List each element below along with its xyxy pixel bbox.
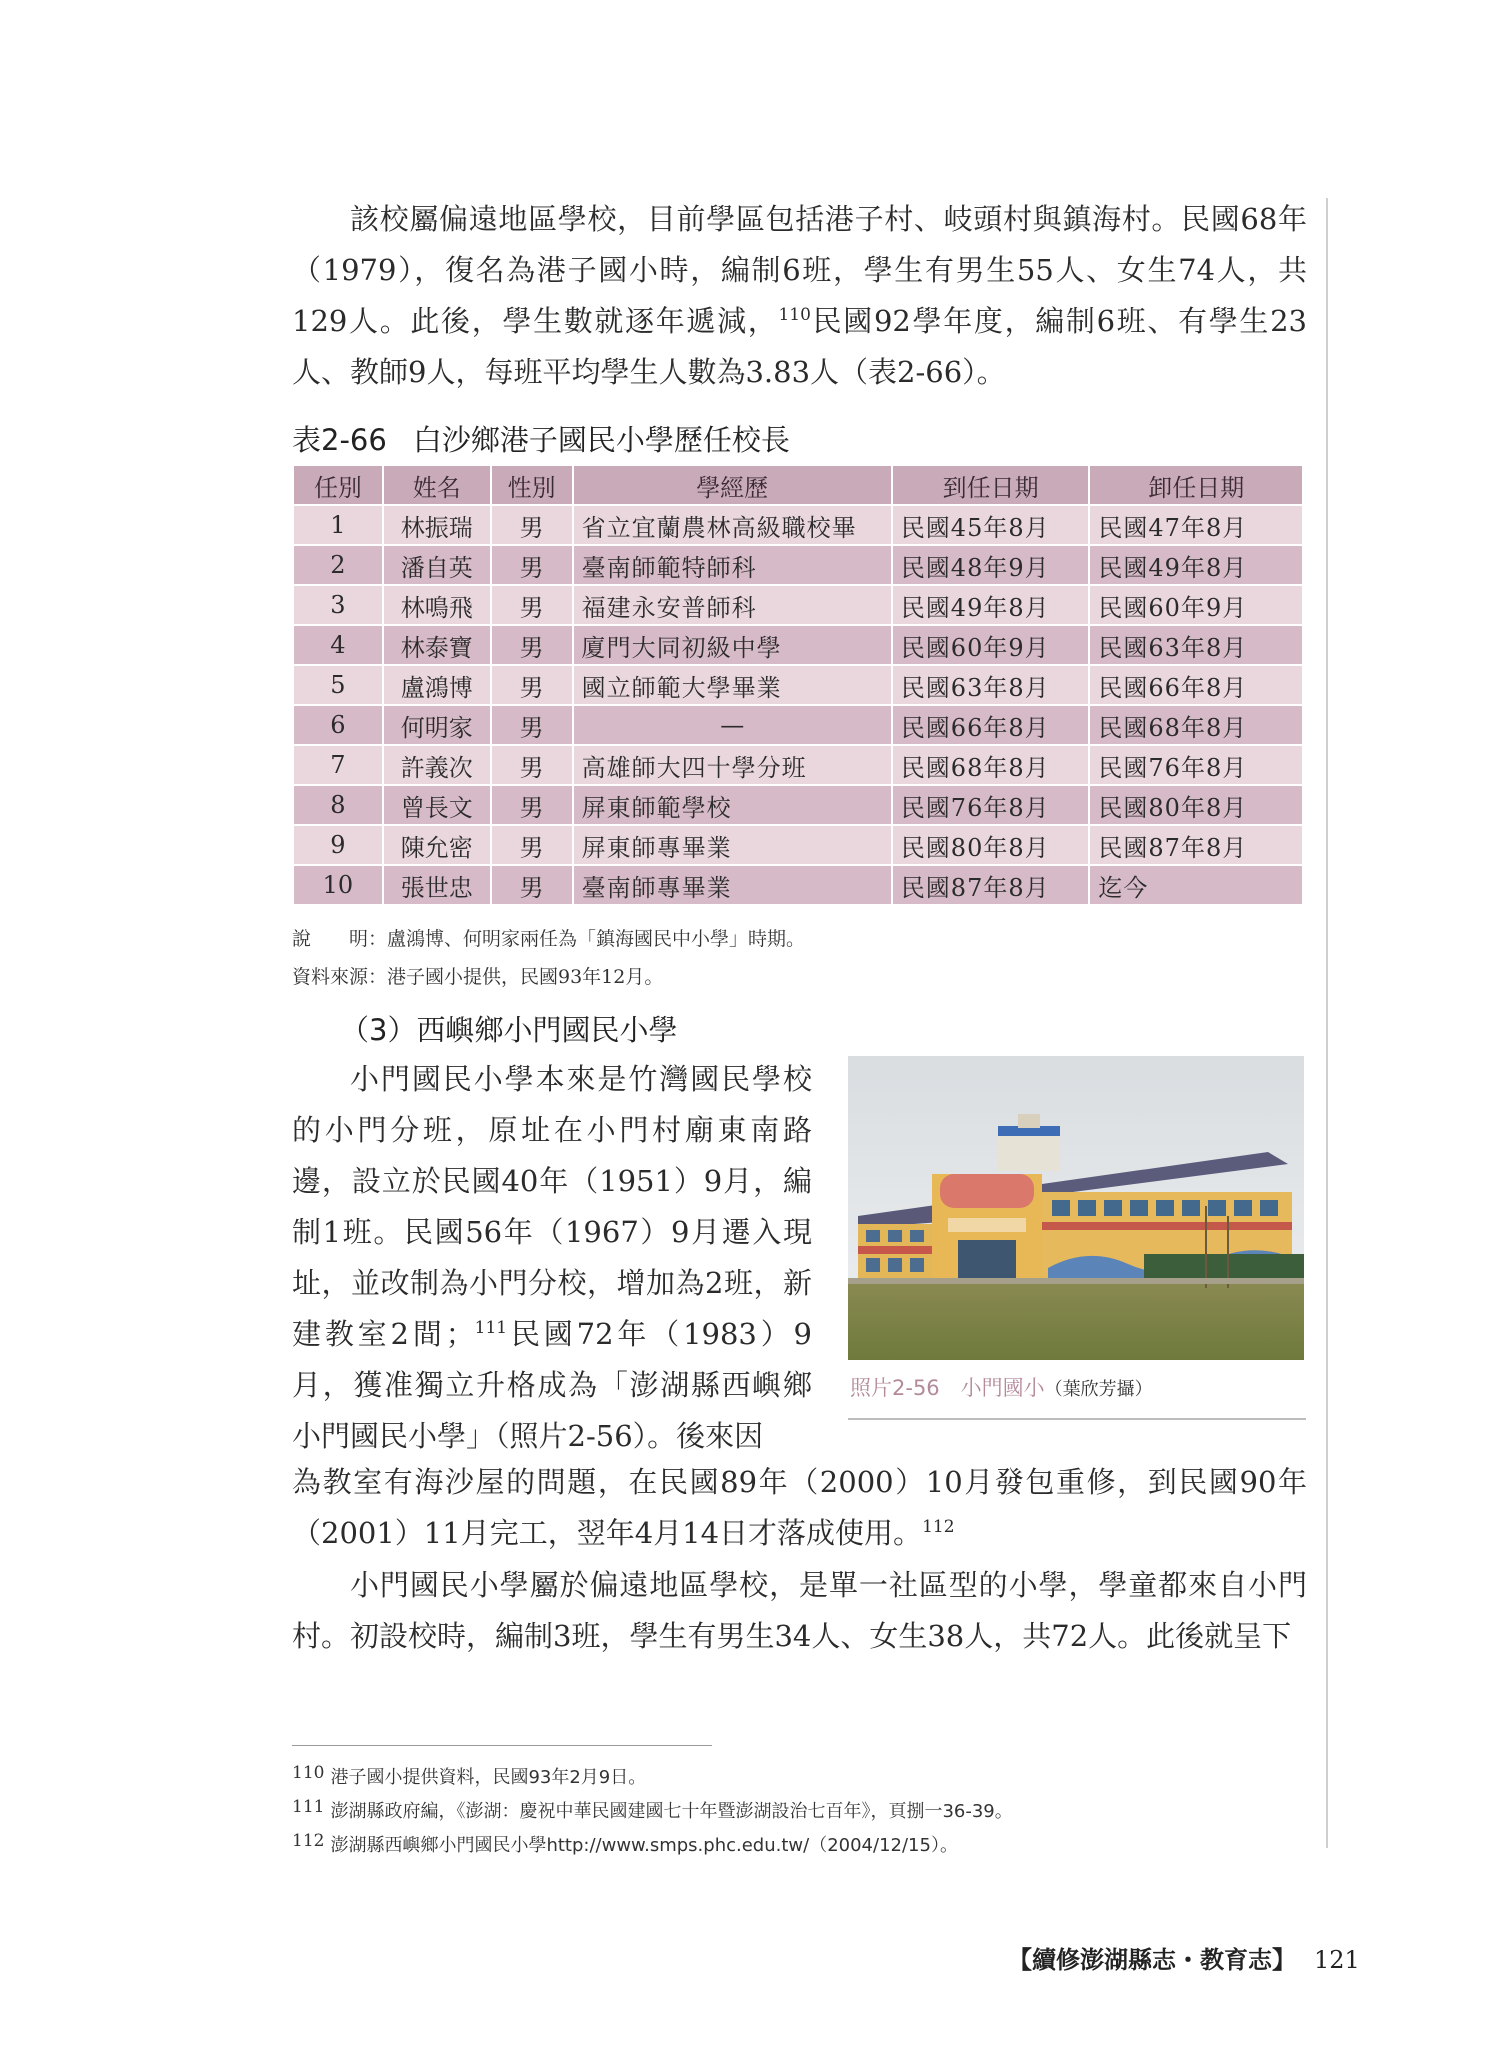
footnote-number: 112 [292,1831,325,1851]
cell-term: 4 [293,625,383,665]
photo-credit: （葉欣芳攝） [1044,1379,1153,1400]
section-heading: （3）西嶼鄉小門國民小學 [340,1013,678,1047]
cell-background: 高雄師大四十學分班 [573,745,892,785]
cell-start: 民國49年8月 [892,585,1090,625]
cell-name: 陳允密 [383,825,491,865]
cell-gender: 男 [491,785,573,825]
cell-end: 民國68年8月 [1089,705,1303,745]
page-footer [1008,1940,1360,1975]
cell-end: 民國47年8月 [1089,505,1303,545]
cell-end: 迄今 [1089,865,1303,905]
cell-start: 民國45年8月 [892,505,1090,545]
table-row [293,625,1303,665]
table-row [293,785,1303,825]
principals-table [292,464,1304,906]
cell-term: 3 [293,585,383,625]
cell-end: 民國60年9月 [1089,585,1303,625]
cell-end: 民國63年8月 [1089,625,1303,665]
cell-gender: 男 [491,545,573,585]
table-header-row [293,465,1303,505]
cell-gender: 男 [491,505,573,545]
table-title [292,418,790,459]
cell-name: 張世忠 [383,865,491,905]
cell-start: 民國48年9月 [892,545,1090,585]
cell-end: 民國80年8月 [1089,785,1303,825]
cell-gender: 男 [491,585,573,625]
footnote-text: 澎湖縣政府編，《澎湖：慶祝中華民國建國七十年暨澎湖設治七百年》，頁捌一36-39。 [330,1801,1013,1822]
footnote-number: 110 [292,1763,325,1783]
cell-gender: 男 [491,745,573,785]
cell-start: 民國63年8月 [892,665,1090,705]
cell-background: 廈門大同初級中學 [573,625,892,665]
cell-background: 國立師範大學畢業 [573,665,892,705]
header-name: 姓名 [383,465,491,505]
cell-end: 民國76年8月 [1089,745,1303,785]
cell-start: 民國68年8月 [892,745,1090,785]
cell-gender: 男 [491,705,573,745]
cell-background: 臺南師範特師科 [573,545,892,585]
school-photo [848,1056,1304,1360]
cell-name: 林振瑞 [383,505,491,545]
header-term: 任別 [293,465,383,505]
cell-name: 許義次 [383,745,491,785]
cell-background: 屏東師專畢業 [573,825,892,865]
running-title: 【續修澎湖縣志・教育志】 [1008,1945,1296,1974]
table-row [293,745,1303,785]
footnote-ref-111: 111 [474,1318,508,1338]
cell-start: 民國60年9月 [892,625,1090,665]
table-row [293,505,1303,545]
cell-background: 屏東師範學校 [573,785,892,825]
footnote-110 [292,1763,646,1789]
footnote-ref-110: 110 [778,305,811,325]
table-row [293,825,1303,865]
table-row [293,545,1303,585]
cell-term: 10 [293,865,383,905]
cell-background: — [573,705,892,745]
page-number: 121 [1314,1946,1360,1974]
paragraph-renovation: 為教室有海沙屋的問題，在民國89年（2000）10月發包重修，到民國90年（2001）11月完工，翌年4月14日才落成使用。$^{112}$ [292,1465,1307,1550]
cell-name: 曾長文 [383,785,491,825]
cell-end: 民國87年8月 [1089,825,1303,865]
header-gender: 性別 [491,465,573,505]
footnote-text: 澎湖縣西嶼鄉小門國民小學http://www.smps.phc.edu.tw/（2004/12/15）。 [330,1835,958,1856]
cell-start: 民國80年8月 [892,825,1090,865]
cell-gender: 男 [491,865,573,905]
cell-gender: 男 [491,625,573,665]
table-note: 說 明：盧鴻博、何明家兩任為「鎮海國民中小學」時期。 [292,928,806,950]
cell-name: 林鳴飛 [383,585,491,625]
caption-divider [848,1418,1306,1420]
school-building-illustration [848,1056,1304,1360]
cell-term: 1 [293,505,383,545]
cell-background: 福建永安普師科 [573,585,892,625]
table-source: 資料來源：港子國小提供，民國93年12月。 [292,966,664,988]
margin-rule [1326,198,1328,1848]
table-row [293,865,1303,905]
cell-gender: 男 [491,825,573,865]
footnote-divider [292,1745,712,1746]
footnote-111 [292,1797,1013,1823]
cell-start: 民國76年8月 [892,785,1090,825]
cell-term: 2 [293,545,383,585]
table-row [293,705,1303,745]
cell-name: 林泰寶 [383,625,491,665]
table-row [293,585,1303,625]
cell-name: 何明家 [383,705,491,745]
cell-start: 民國66年8月 [892,705,1090,745]
paragraph-intro: 該校屬偏遠地區學校，目前學區包括港子村、岐頭村與鎮海村。民國68年（1979），復名為港子國小時，編制6班，學生有男生55人、女生74人，共129人。此後，學生數就逐年遞減，$^{110}$民國92學年度，編制6班、有學生23人、教師9人，每班平均學生人數為3.83人（表2-66）。 [292,202,1307,389]
cell-term: 7 [293,745,383,785]
paragraph-enrollment: 小門國民小學屬於偏遠地區學校，是單一社區型的小學，學童都來自小門村。初設校時，編制3班，學生有男生34人、女生38人，共72人。此後就呈下 [292,1568,1307,1653]
cell-term: 8 [293,785,383,825]
cell-background: 省立宜蘭農林高級職校畢 [573,505,892,545]
header-background: 學經歷 [573,465,892,505]
footnote-number: 111 [292,1797,325,1817]
footnote-112 [292,1831,958,1857]
footnote-ref-112: 112 [922,1517,955,1537]
cell-name: 盧鴻博 [383,665,491,705]
cell-end: 民國49年8月 [1089,545,1303,585]
cell-gender: 男 [491,665,573,705]
photo-caption-text: 照片2-56 小門國小 [850,1376,1045,1400]
table-row [293,665,1303,705]
footnote-text: 港子國小提供資料，民國93年2月9日。 [330,1767,647,1788]
table-code: 表2-66 [292,423,387,457]
cell-background: 臺南師專畢業 [573,865,892,905]
cell-term: 5 [293,665,383,705]
cell-start: 民國87年8月 [892,865,1090,905]
photo-caption [850,1372,1153,1402]
header-start-date: 到任日期 [892,465,1090,505]
cell-term: 9 [293,825,383,865]
table-caption: 白沙鄉港子國民小學歷任校長 [412,423,790,457]
cell-name: 潘自英 [383,545,491,585]
cell-end: 民國66年8月 [1089,665,1303,705]
paragraph-history: 小門國民小學本來是竹灣國民學校的小門分班，原址在小門村廟東南路邊，設立於民國40年（1951）9月，編制1班。民國56年（1967）9月遷入現址，並改制為小門分校，增加為2班，新建教室2間；$^{111}$民國72年（1983）9月，獲准獨立升格成為「澎湖縣西嶼鄉小門國民小學」（照片2-56）。後來因 [292,1062,813,1453]
header-end-date: 卸任日期 [1089,465,1303,505]
cell-term: 6 [293,705,383,745]
